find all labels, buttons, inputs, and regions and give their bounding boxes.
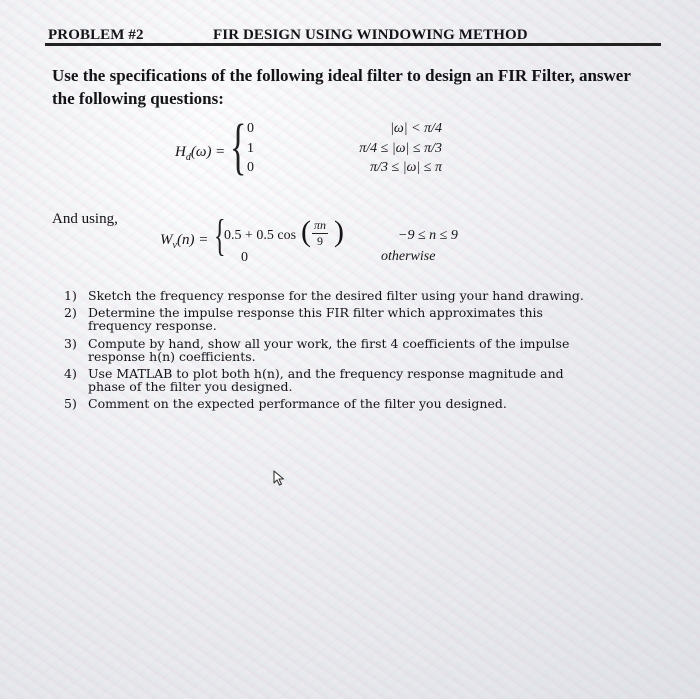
ideal-filter-value: 0: [247, 160, 254, 175]
question-number: 4): [64, 366, 77, 382]
window-fraction: [312, 218, 328, 249]
window-condition-range: −9 ≤ n ≤ 9: [398, 228, 458, 243]
problem-intro: Use the specifications of the following ideal filter to design an FIR Filter, answer the following questions:: [52, 66, 631, 108]
question-item: [64, 337, 584, 363]
window-condition-otherwise: otherwise: [381, 249, 436, 264]
piecewise-brace: {: [230, 113, 247, 181]
header-divider: [45, 43, 661, 46]
question-text: Compute by hand, show all your work, the first 4 coefficients of the impulse response h(n) coefficients.: [88, 335, 570, 364]
problem-number: PROBLEM #2: [48, 27, 144, 43]
question-number: 1): [64, 288, 77, 303]
question-text: Sketch the frequency response for the desired filter using your hand drawing.: [88, 288, 584, 303]
question-number: 3): [64, 335, 77, 351]
ideal-filter-condition: π/3 ≤ |ω| ≤ π: [370, 160, 442, 175]
ideal-filter-label: $H_d(\omega)$ =: [175, 144, 226, 163]
question-item: [64, 289, 584, 302]
question-item: [64, 306, 584, 332]
question-item: [64, 367, 584, 393]
question-text: Comment on the expected performance of the filter you designed.: [88, 396, 507, 412]
question-number: 5): [64, 396, 77, 412]
problem-topic: FIR DESIGN USING WINDOWING METHOD: [213, 27, 528, 43]
ideal-filter-value: 1: [247, 141, 254, 156]
fraction-denominator: 9: [317, 234, 323, 248]
question-text: Use MATLAB to plot both h(n), and the frequency response magnitude and phase of the filter you designed.: [88, 366, 564, 395]
right-paren: ): [334, 215, 344, 248]
question-list: [64, 289, 584, 415]
ideal-filter-condition: |ω| < π/4: [390, 121, 442, 136]
ideal-filter-value: 0: [247, 121, 254, 136]
and-using-text: And using,: [52, 211, 118, 227]
question-item: [64, 397, 584, 410]
fraction-numerator: πn: [314, 218, 327, 232]
piecewise-brace: {: [214, 211, 226, 260]
window-label: $W_v(n)$ =: [160, 232, 209, 251]
window-expression: 0.5 + 0.5 cos: [224, 228, 297, 243]
window-zero-value: 0: [241, 250, 248, 265]
left-paren: (: [301, 215, 311, 248]
question-text: Determine the impulse response this FIR filter which approximates this frequency response.: [88, 305, 543, 334]
ideal-filter-condition: π/4 ≤ |ω| ≤ π/3: [359, 141, 442, 156]
mouse-pointer-icon: [271, 469, 289, 487]
question-number: 2): [64, 305, 77, 321]
